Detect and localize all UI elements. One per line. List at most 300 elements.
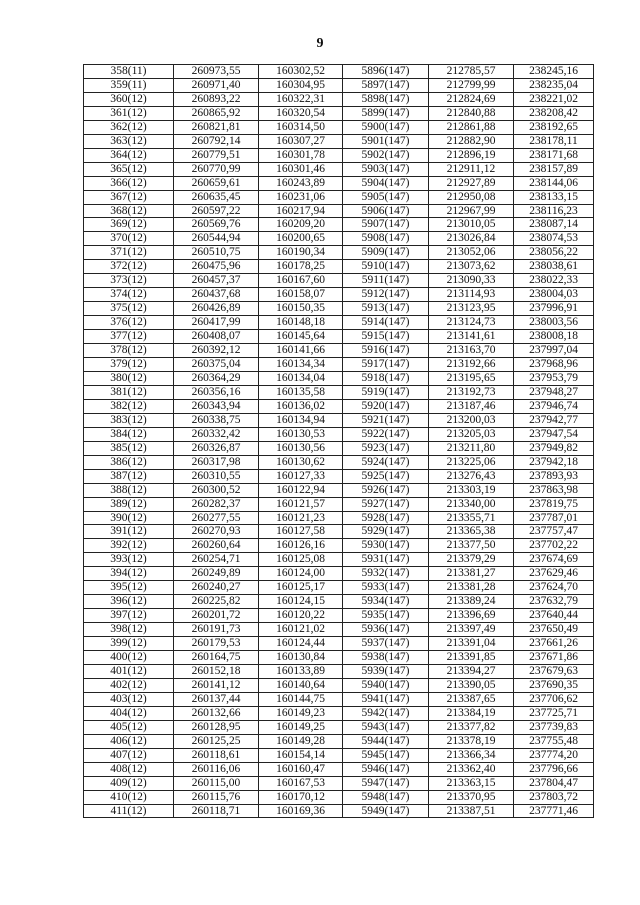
point-number-left-cell: 389(12): [84, 497, 174, 511]
point-number-left-cell: 369(12): [84, 218, 174, 232]
table-row: [84, 371, 594, 385]
table-row: [84, 790, 594, 804]
point-number-left-cell: 391(12): [84, 525, 174, 539]
y-coordinate-right-cell: 237640,44: [514, 609, 594, 623]
x-coordinate-left-cell: 260569,76: [174, 218, 259, 232]
y-coordinate-left-cell: 160125,08: [259, 553, 343, 567]
x-coordinate-left-cell: 260426,89: [174, 302, 259, 316]
y-coordinate-left-cell: 160149,23: [259, 706, 343, 720]
y-coordinate-left-cell: 160302,52: [259, 65, 343, 79]
y-coordinate-left-cell: 160314,50: [259, 120, 343, 134]
point-number-right-cell: 5896(147): [343, 65, 429, 79]
x-coordinate-right-cell: 213384,19: [429, 706, 514, 720]
table-row: [84, 511, 594, 525]
table-row: [84, 748, 594, 762]
y-coordinate-left-cell: 160130,56: [259, 441, 343, 455]
x-coordinate-right-cell: 212799,99: [429, 78, 514, 92]
x-coordinate-left-cell: 260417,99: [174, 316, 259, 330]
x-coordinate-left-cell: 260310,55: [174, 469, 259, 483]
y-coordinate-left-cell: 160307,27: [259, 134, 343, 148]
point-number-right-cell: 5944(147): [343, 734, 429, 748]
point-number-right-cell: 5945(147): [343, 748, 429, 762]
point-number-left-cell: 360(12): [84, 92, 174, 106]
y-coordinate-right-cell: 238235,04: [514, 78, 594, 92]
x-coordinate-right-cell: 213377,50: [429, 539, 514, 553]
x-coordinate-left-cell: 260821,81: [174, 120, 259, 134]
y-coordinate-right-cell: 237690,35: [514, 678, 594, 692]
x-coordinate-right-cell: 213195,65: [429, 371, 514, 385]
y-coordinate-left-cell: 160144,75: [259, 692, 343, 706]
point-number-left-cell: 388(12): [84, 483, 174, 497]
point-number-left-cell: 372(12): [84, 260, 174, 274]
x-coordinate-left-cell: 260118,71: [174, 804, 259, 818]
x-coordinate-left-cell: 260254,71: [174, 553, 259, 567]
y-coordinate-left-cell: 160154,14: [259, 748, 343, 762]
x-coordinate-right-cell: 213200,03: [429, 413, 514, 427]
point-number-right-cell: 5933(147): [343, 581, 429, 595]
point-number-left-cell: 377(12): [84, 330, 174, 344]
table-row: [84, 455, 594, 469]
point-number-right-cell: 5919(147): [343, 385, 429, 399]
point-number-left-cell: 383(12): [84, 413, 174, 427]
x-coordinate-right-cell: 213365,38: [429, 525, 514, 539]
x-coordinate-left-cell: 260300,52: [174, 483, 259, 497]
y-coordinate-right-cell: 238178,11: [514, 134, 594, 148]
y-coordinate-left-cell: 160130,84: [259, 651, 343, 665]
table-row: [84, 190, 594, 204]
y-coordinate-right-cell: 237706,62: [514, 692, 594, 706]
y-coordinate-left-cell: 160126,16: [259, 539, 343, 553]
x-coordinate-left-cell: 260865,92: [174, 106, 259, 120]
y-coordinate-left-cell: 160145,64: [259, 330, 343, 344]
table-row: [84, 274, 594, 288]
y-coordinate-left-cell: 160124,44: [259, 637, 343, 651]
x-coordinate-right-cell: 212967,99: [429, 204, 514, 218]
x-coordinate-left-cell: 260201,72: [174, 609, 259, 623]
y-coordinate-right-cell: 238221,02: [514, 92, 594, 106]
y-coordinate-right-cell: 238245,16: [514, 65, 594, 79]
table-row: [84, 776, 594, 790]
table-row: [84, 148, 594, 162]
x-coordinate-left-cell: 260116,06: [174, 762, 259, 776]
coordinates-table: [83, 64, 594, 818]
y-coordinate-left-cell: 160124,00: [259, 567, 343, 581]
table-row: [84, 734, 594, 748]
point-number-left-cell: 409(12): [84, 776, 174, 790]
point-number-right-cell: 5935(147): [343, 609, 429, 623]
point-number-left-cell: 376(12): [84, 316, 174, 330]
x-coordinate-right-cell: 213010,05: [429, 218, 514, 232]
point-number-left-cell: 359(11): [84, 78, 174, 92]
y-coordinate-right-cell: 237661,26: [514, 637, 594, 651]
table-row: [84, 134, 594, 148]
point-number-left-cell: 397(12): [84, 609, 174, 623]
table-row: [84, 720, 594, 734]
y-coordinate-right-cell: 237996,91: [514, 302, 594, 316]
point-number-right-cell: 5937(147): [343, 637, 429, 651]
y-coordinate-left-cell: 160301,46: [259, 162, 343, 176]
x-coordinate-left-cell: 260544,94: [174, 232, 259, 246]
x-coordinate-left-cell: 260792,14: [174, 134, 259, 148]
x-coordinate-right-cell: 213211,80: [429, 441, 514, 455]
y-coordinate-right-cell: 238208,42: [514, 106, 594, 120]
y-coordinate-right-cell: 237650,49: [514, 623, 594, 637]
table-row: [84, 553, 594, 567]
y-coordinate-right-cell: 237863,98: [514, 483, 594, 497]
point-number-left-cell: 366(12): [84, 176, 174, 190]
y-coordinate-right-cell: 238133,15: [514, 190, 594, 204]
point-number-left-cell: 378(12): [84, 344, 174, 358]
y-coordinate-right-cell: 237774,20: [514, 748, 594, 762]
table-row: [84, 581, 594, 595]
y-coordinate-left-cell: 160301,78: [259, 148, 343, 162]
table-row: [84, 706, 594, 720]
x-coordinate-right-cell: 213073,62: [429, 260, 514, 274]
point-number-left-cell: 401(12): [84, 664, 174, 678]
y-coordinate-left-cell: 160167,60: [259, 274, 343, 288]
y-coordinate-right-cell: 237632,79: [514, 595, 594, 609]
x-coordinate-left-cell: 260240,27: [174, 581, 259, 595]
table-row: [84, 413, 594, 427]
table-row: [84, 609, 594, 623]
page-number: 9: [316, 36, 324, 51]
x-coordinate-right-cell: 213276,43: [429, 469, 514, 483]
point-number-left-cell: 386(12): [84, 455, 174, 469]
x-coordinate-right-cell: 213381,28: [429, 581, 514, 595]
y-coordinate-left-cell: 160125,17: [259, 581, 343, 595]
x-coordinate-left-cell: 260179,53: [174, 637, 259, 651]
x-coordinate-right-cell: 213391,85: [429, 651, 514, 665]
y-coordinate-right-cell: 237949,82: [514, 441, 594, 455]
y-coordinate-right-cell: 237674,69: [514, 553, 594, 567]
point-number-right-cell: 5924(147): [343, 455, 429, 469]
point-number-right-cell: 5936(147): [343, 623, 429, 637]
point-number-left-cell: 403(12): [84, 692, 174, 706]
point-number-left-cell: 370(12): [84, 232, 174, 246]
point-number-left-cell: 392(12): [84, 539, 174, 553]
table-row: [84, 344, 594, 358]
table-row: [84, 623, 594, 637]
point-number-right-cell: 5913(147): [343, 302, 429, 316]
x-coordinate-right-cell: 213363,15: [429, 776, 514, 790]
x-coordinate-left-cell: 260971,40: [174, 78, 259, 92]
point-number-left-cell: 381(12): [84, 385, 174, 399]
y-coordinate-right-cell: 238022,33: [514, 274, 594, 288]
y-coordinate-left-cell: 160169,36: [259, 804, 343, 818]
y-coordinate-right-cell: 237739,83: [514, 720, 594, 734]
point-number-left-cell: 408(12): [84, 762, 174, 776]
table-row: [84, 260, 594, 274]
point-number-right-cell: 5899(147): [343, 106, 429, 120]
x-coordinate-right-cell: 212896,19: [429, 148, 514, 162]
point-number-right-cell: 5925(147): [343, 469, 429, 483]
point-number-left-cell: 375(12): [84, 302, 174, 316]
x-coordinate-left-cell: 260510,75: [174, 246, 259, 260]
point-number-left-cell: 406(12): [84, 734, 174, 748]
y-coordinate-left-cell: 160178,25: [259, 260, 343, 274]
point-number-right-cell: 5908(147): [343, 232, 429, 246]
point-number-right-cell: 5938(147): [343, 651, 429, 665]
point-number-left-cell: 398(12): [84, 623, 174, 637]
x-coordinate-right-cell: 213026,84: [429, 232, 514, 246]
x-coordinate-right-cell: 213387,65: [429, 692, 514, 706]
y-coordinate-left-cell: 160190,34: [259, 246, 343, 260]
x-coordinate-right-cell: 213114,93: [429, 288, 514, 302]
coordinates-table-body: [84, 65, 594, 818]
y-coordinate-left-cell: 160217,94: [259, 204, 343, 218]
y-coordinate-right-cell: 237787,01: [514, 511, 594, 525]
table-row: [84, 246, 594, 260]
point-number-right-cell: 5930(147): [343, 539, 429, 553]
table-row: [84, 692, 594, 706]
y-coordinate-left-cell: 160304,95: [259, 78, 343, 92]
y-coordinate-left-cell: 160135,58: [259, 385, 343, 399]
x-coordinate-right-cell: 212840,88: [429, 106, 514, 120]
x-coordinate-left-cell: 260457,37: [174, 274, 259, 288]
y-coordinate-right-cell: 237948,27: [514, 385, 594, 399]
y-coordinate-left-cell: 160127,33: [259, 469, 343, 483]
x-coordinate-right-cell: 213187,46: [429, 399, 514, 413]
y-coordinate-right-cell: 238171,68: [514, 148, 594, 162]
point-number-left-cell: 410(12): [84, 790, 174, 804]
table-row: [84, 288, 594, 302]
x-coordinate-left-cell: 260475,96: [174, 260, 259, 274]
y-coordinate-left-cell: 160120,22: [259, 609, 343, 623]
y-coordinate-left-cell: 160124,15: [259, 595, 343, 609]
y-coordinate-right-cell: 237947,54: [514, 427, 594, 441]
point-number-left-cell: 394(12): [84, 567, 174, 581]
point-number-right-cell: 5946(147): [343, 762, 429, 776]
point-number-right-cell: 5917(147): [343, 358, 429, 372]
table-row: [84, 525, 594, 539]
y-coordinate-left-cell: 160130,62: [259, 455, 343, 469]
x-coordinate-left-cell: 260597,22: [174, 204, 259, 218]
y-coordinate-left-cell: 160150,35: [259, 302, 343, 316]
table-row: [84, 385, 594, 399]
point-number-right-cell: 5942(147): [343, 706, 429, 720]
y-coordinate-left-cell: 160140,64: [259, 678, 343, 692]
point-number-right-cell: 5906(147): [343, 204, 429, 218]
point-number-right-cell: 5904(147): [343, 176, 429, 190]
x-coordinate-left-cell: 260770,99: [174, 162, 259, 176]
y-coordinate-left-cell: 160130,53: [259, 427, 343, 441]
point-number-right-cell: 5948(147): [343, 790, 429, 804]
x-coordinate-right-cell: 213381,27: [429, 567, 514, 581]
x-coordinate-left-cell: 260132,66: [174, 706, 259, 720]
table-row: [84, 106, 594, 120]
table-row: [84, 316, 594, 330]
point-number-right-cell: 5900(147): [343, 120, 429, 134]
x-coordinate-left-cell: 260338,75: [174, 413, 259, 427]
x-coordinate-left-cell: 260225,82: [174, 595, 259, 609]
x-coordinate-left-cell: 260115,76: [174, 790, 259, 804]
y-coordinate-right-cell: 238144,06: [514, 176, 594, 190]
table-row: [84, 483, 594, 497]
x-coordinate-left-cell: 260893,22: [174, 92, 259, 106]
point-number-right-cell: 5897(147): [343, 78, 429, 92]
y-coordinate-left-cell: 160209,20: [259, 218, 343, 232]
point-number-right-cell: 5909(147): [343, 246, 429, 260]
x-coordinate-right-cell: 213370,95: [429, 790, 514, 804]
point-number-left-cell: 393(12): [84, 553, 174, 567]
x-coordinate-right-cell: 213362,40: [429, 762, 514, 776]
x-coordinate-right-cell: 213390,05: [429, 678, 514, 692]
x-coordinate-left-cell: 260191,73: [174, 623, 259, 637]
x-coordinate-left-cell: 260635,45: [174, 190, 259, 204]
point-number-left-cell: 365(12): [84, 162, 174, 176]
y-coordinate-right-cell: 238192,65: [514, 120, 594, 134]
y-coordinate-left-cell: 160320,54: [259, 106, 343, 120]
x-coordinate-left-cell: 260141,12: [174, 678, 259, 692]
x-coordinate-right-cell: 213377,82: [429, 720, 514, 734]
point-number-right-cell: 5915(147): [343, 330, 429, 344]
y-coordinate-left-cell: 160121,23: [259, 511, 343, 525]
table-row: [84, 651, 594, 665]
x-coordinate-left-cell: 260326,87: [174, 441, 259, 455]
y-coordinate-right-cell: 237725,71: [514, 706, 594, 720]
y-coordinate-right-cell: 237942,18: [514, 455, 594, 469]
point-number-left-cell: 390(12): [84, 511, 174, 525]
y-coordinate-left-cell: 160148,18: [259, 316, 343, 330]
x-coordinate-right-cell: 212861,88: [429, 120, 514, 134]
point-number-right-cell: 5903(147): [343, 162, 429, 176]
point-number-left-cell: 404(12): [84, 706, 174, 720]
x-coordinate-right-cell: 212785,57: [429, 65, 514, 79]
x-coordinate-right-cell: 213391,04: [429, 637, 514, 651]
y-coordinate-right-cell: 237819,75: [514, 497, 594, 511]
y-coordinate-right-cell: 238004,03: [514, 288, 594, 302]
point-number-left-cell: 411(12): [84, 804, 174, 818]
table-row: [84, 92, 594, 106]
y-coordinate-right-cell: 238074,53: [514, 232, 594, 246]
x-coordinate-right-cell: 213052,06: [429, 246, 514, 260]
point-number-left-cell: 387(12): [84, 469, 174, 483]
table-row: [84, 232, 594, 246]
point-number-right-cell: 5920(147): [343, 399, 429, 413]
x-coordinate-left-cell: 260118,61: [174, 748, 259, 762]
x-coordinate-left-cell: 260125,25: [174, 734, 259, 748]
x-coordinate-right-cell: 213192,73: [429, 385, 514, 399]
table-row: [84, 469, 594, 483]
table-row: [84, 595, 594, 609]
point-number-left-cell: 396(12): [84, 595, 174, 609]
table-row: [84, 441, 594, 455]
y-coordinate-right-cell: 238008,18: [514, 330, 594, 344]
point-number-right-cell: 5943(147): [343, 720, 429, 734]
table-row: [84, 497, 594, 511]
point-number-right-cell: 5916(147): [343, 344, 429, 358]
y-coordinate-left-cell: 160121,02: [259, 623, 343, 637]
y-coordinate-left-cell: 160231,06: [259, 190, 343, 204]
y-coordinate-right-cell: 237771,46: [514, 804, 594, 818]
table-row: [84, 664, 594, 678]
point-number-right-cell: 5922(147): [343, 427, 429, 441]
point-number-right-cell: 5907(147): [343, 218, 429, 232]
y-coordinate-right-cell: 238116,23: [514, 204, 594, 218]
table-row: [84, 567, 594, 581]
x-coordinate-left-cell: 260277,55: [174, 511, 259, 525]
point-number-right-cell: 5949(147): [343, 804, 429, 818]
point-number-right-cell: 5947(147): [343, 776, 429, 790]
point-number-right-cell: 5939(147): [343, 664, 429, 678]
table-row: [84, 762, 594, 776]
y-coordinate-left-cell: 160149,28: [259, 734, 343, 748]
x-coordinate-left-cell: 260392,12: [174, 344, 259, 358]
point-number-right-cell: 5928(147): [343, 511, 429, 525]
table-row: [84, 218, 594, 232]
y-coordinate-left-cell: 160149,25: [259, 720, 343, 734]
point-number-left-cell: 379(12): [84, 358, 174, 372]
x-coordinate-right-cell: 212911,12: [429, 162, 514, 176]
x-coordinate-left-cell: 260282,37: [174, 497, 259, 511]
x-coordinate-right-cell: 213379,29: [429, 553, 514, 567]
point-number-left-cell: 380(12): [84, 371, 174, 385]
point-number-right-cell: 5929(147): [343, 525, 429, 539]
x-coordinate-right-cell: 213123,95: [429, 302, 514, 316]
table-row: [84, 204, 594, 218]
point-number-left-cell: 368(12): [84, 204, 174, 218]
point-number-left-cell: 395(12): [84, 581, 174, 595]
y-coordinate-left-cell: 160134,34: [259, 358, 343, 372]
x-coordinate-right-cell: 213225,06: [429, 455, 514, 469]
point-number-right-cell: 5932(147): [343, 567, 429, 581]
y-coordinate-right-cell: 237629,46: [514, 567, 594, 581]
x-coordinate-right-cell: 213303,19: [429, 483, 514, 497]
x-coordinate-right-cell: 213394,27: [429, 664, 514, 678]
y-coordinate-left-cell: 160322,31: [259, 92, 343, 106]
x-coordinate-right-cell: 212824,69: [429, 92, 514, 106]
point-number-left-cell: 382(12): [84, 399, 174, 413]
point-number-left-cell: 384(12): [84, 427, 174, 441]
x-coordinate-right-cell: 213396,69: [429, 609, 514, 623]
table-row: [84, 120, 594, 134]
y-coordinate-right-cell: 238038,61: [514, 260, 594, 274]
table-row: [84, 637, 594, 651]
x-coordinate-right-cell: 213090,33: [429, 274, 514, 288]
x-coordinate-right-cell: 213389,24: [429, 595, 514, 609]
x-coordinate-right-cell: 213340,00: [429, 497, 514, 511]
point-number-right-cell: 5918(147): [343, 371, 429, 385]
y-coordinate-left-cell: 160134,04: [259, 371, 343, 385]
y-coordinate-right-cell: 237757,47: [514, 525, 594, 539]
x-coordinate-left-cell: 260249,89: [174, 567, 259, 581]
point-number-left-cell: 400(12): [84, 651, 174, 665]
table-row: [84, 162, 594, 176]
y-coordinate-left-cell: 160243,89: [259, 176, 343, 190]
x-coordinate-right-cell: 213205,03: [429, 427, 514, 441]
point-number-right-cell: 5927(147): [343, 497, 429, 511]
y-coordinate-left-cell: 160158,07: [259, 288, 343, 302]
x-coordinate-right-cell: 213192,66: [429, 358, 514, 372]
point-number-right-cell: 5926(147): [343, 483, 429, 497]
table-row: [84, 330, 594, 344]
table-row: [84, 358, 594, 372]
point-number-left-cell: 374(12): [84, 288, 174, 302]
point-number-left-cell: 367(12): [84, 190, 174, 204]
y-coordinate-right-cell: 237804,47: [514, 776, 594, 790]
y-coordinate-right-cell: 237893,93: [514, 469, 594, 483]
y-coordinate-right-cell: 237702,22: [514, 539, 594, 553]
table-row: [84, 804, 594, 818]
x-coordinate-left-cell: 260115,00: [174, 776, 259, 790]
table-row: [84, 302, 594, 316]
y-coordinate-right-cell: 237968,96: [514, 358, 594, 372]
point-number-left-cell: 385(12): [84, 441, 174, 455]
y-coordinate-right-cell: 238157,89: [514, 162, 594, 176]
y-coordinate-left-cell: 160136,02: [259, 399, 343, 413]
point-number-left-cell: 402(12): [84, 678, 174, 692]
point-number-left-cell: 373(12): [84, 274, 174, 288]
